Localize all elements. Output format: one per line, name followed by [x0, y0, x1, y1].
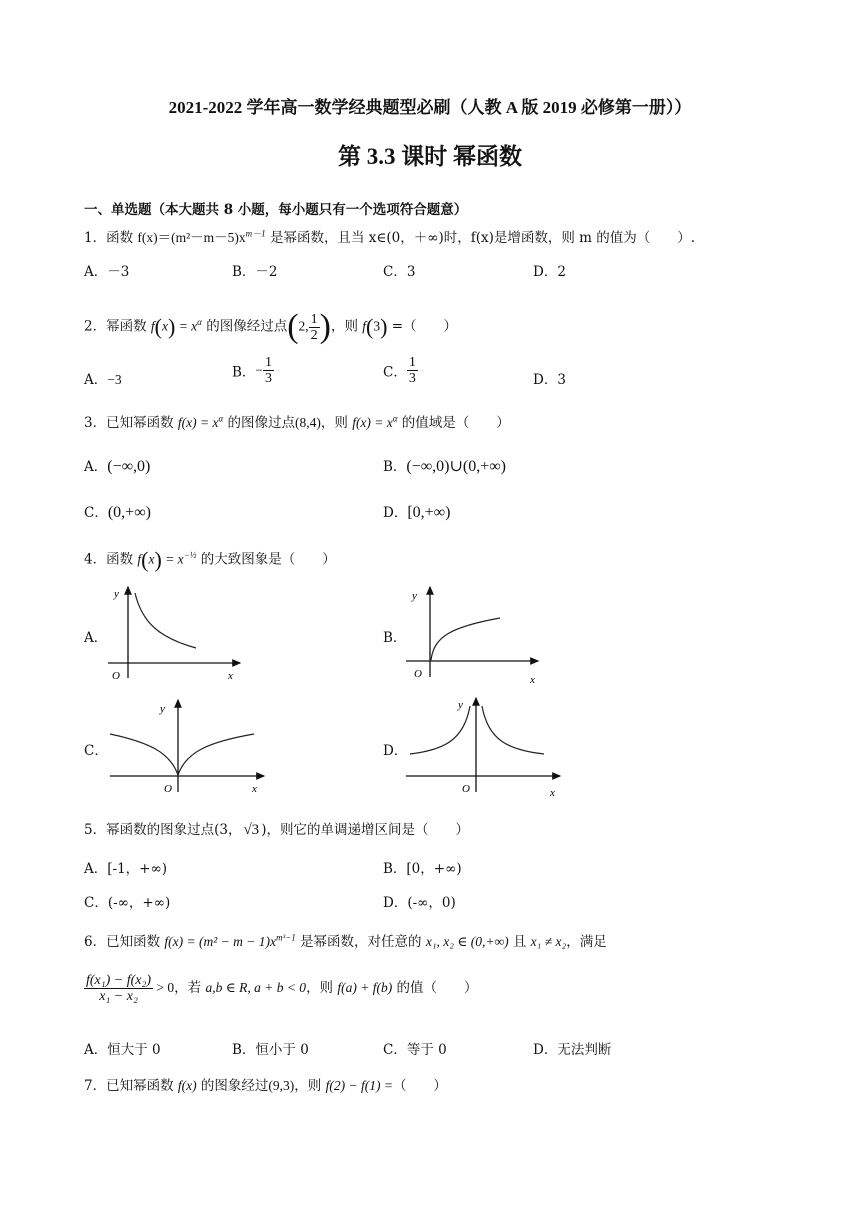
- q3-option-d: D．[0,+∞): [383, 504, 451, 521]
- q1-option-a: A．－3: [84, 264, 130, 280]
- question-3: 3．已知幂函数 $f(x) = x^\alpha$ 的图像过点(8,4)，则 $f(x) = x^\alpha$ 的值域是（ ）: [84, 413, 510, 431]
- q6-fraction: $\frac{\text{f(x₁) − f(x₂)}}{\text{x₁ − x₂}}$: [86, 973, 152, 1004]
- q4-option-c: C．: [84, 743, 108, 759]
- q6-vars: x₁, x₂ ∈ (0,+∞): [425, 934, 509, 949]
- q2-option-c-den: 3: [408, 371, 416, 386]
- q3-option-b: B．(−∞,0)∪(0,+∞): [383, 458, 506, 475]
- origin-label: O: [164, 783, 172, 795]
- q2-f: f: [150, 318, 155, 334]
- q2-point-x: 2,: [298, 318, 309, 334]
- q2-option-b-sign: −: [255, 362, 264, 378]
- q1-prefix: 1．函数: [84, 230, 138, 246]
- q1-exponent: m－1: [245, 228, 266, 239]
- q7-expression: f(2) − f(1) =: [325, 1078, 393, 1093]
- q6-option-c: C．等于 0: [383, 1042, 447, 1058]
- q2-point-num: 1: [310, 311, 318, 327]
- q4-option-d: D．: [383, 743, 408, 759]
- curve-left: [410, 706, 470, 754]
- curve: [110, 734, 254, 775]
- q4-option-b: B．: [383, 630, 407, 646]
- q2-text: 的图像经过点: [201, 318, 288, 335]
- q5-option-c: C．(-∞，+∞): [84, 895, 171, 911]
- q7-point: (9,3): [268, 1078, 295, 1093]
- q2-x: x: [161, 318, 168, 334]
- q2-option-b-den: 3: [265, 371, 273, 386]
- q1-text: 是幂函数，且当 x∈(0，＋∞)时，f(x)是增函数，则 m 的值为（ ）.: [265, 230, 696, 246]
- q5-sqrt3: √3: [243, 822, 260, 838]
- q3-option-d-value: [0,+∞): [407, 504, 451, 521]
- question-1: [84, 226, 695, 246]
- origin-label: O: [414, 668, 422, 680]
- x-label: x: [228, 670, 233, 682]
- q1-option-c: C．3: [383, 264, 416, 280]
- q2-point-fraction: [309, 312, 320, 343]
- q1-option-d: D．2: [533, 264, 566, 280]
- q3-point: (8,4): [295, 415, 321, 430]
- lesson-title: 第 3.3 课时 幂函数: [338, 144, 522, 169]
- x-label: x: [550, 787, 555, 799]
- q2-option-a: A．−3: [84, 372, 122, 388]
- curve: [431, 618, 500, 660]
- origin-label: O: [112, 670, 120, 682]
- q3-function: f(x) = x: [177, 415, 219, 430]
- q3-option-c-value: (0,+∞): [107, 504, 151, 521]
- q2-option-a-value: −3: [107, 372, 122, 387]
- curve: [135, 593, 196, 648]
- x-label: x: [252, 783, 257, 795]
- q2-point-den: 2: [310, 327, 318, 343]
- q5-option-b: B．[0，+∞): [383, 861, 462, 877]
- q4-exponent: −½: [183, 550, 197, 560]
- curve-right: [482, 706, 544, 754]
- question-6-condition: $\frac{\text{f(x₁) − f(x₂)}}{\text{x₁ − x₂}}$ > 0，若 a,b ∈ R, a + b < 0，则 f(a) + f(b) 的值（ ）: [86, 973, 478, 1004]
- q3-option-c: C．(0,+∞): [84, 504, 151, 521]
- origin-label: O: [462, 783, 470, 795]
- q3-option-a-value: (−∞,0): [107, 458, 151, 475]
- q2-exponent: α: [197, 317, 202, 327]
- question-6: 6．已知函数 $f(x) = (m^2 - m - 1)x^{m^3-1}$ 是幂函数，对任意的 x₁, x₂ ∈ (0,+∞) 且 x₁ ≠ x₂，满足: [84, 932, 607, 950]
- q2-text2: ，则: [330, 318, 363, 335]
- q4-graph-a: [108, 583, 248, 683]
- q3-option-a: A．(−∞,0): [84, 458, 151, 475]
- q5-option-a: A．[-1，+∞): [84, 861, 167, 877]
- q7-function: f(x): [177, 1078, 197, 1093]
- x-label: x: [530, 674, 535, 685]
- q2-prefix: 2．幂函数: [84, 318, 151, 335]
- q2-option-b-num: 1: [265, 355, 273, 370]
- y-label: y: [114, 588, 119, 600]
- q2-option-c: C． $\frac{1}{3}$: [383, 355, 416, 386]
- q2-option-b: B．− $\frac{1}{3}$: [232, 355, 273, 386]
- q6-condition: a,b ∈ R, a + b < 0: [205, 980, 307, 995]
- q1-option-b: B．－2: [232, 264, 278, 280]
- section-heading: 一、单选题（本大题共 8 小题，每小题只有一个选项符合题意）: [84, 202, 468, 218]
- question-5: 5．幂函数的图象过点(3， √3 )，则它的单调递增区间是（ ）: [84, 822, 469, 838]
- q6-function: f(x) = (m² − m − 1)x: [164, 934, 276, 949]
- q2-three: 3: [373, 318, 381, 334]
- y-label: y: [458, 699, 463, 711]
- q5-option-d: D．(-∞，0): [383, 895, 456, 911]
- document-title: 2021-2022 学年高一数学经典题型必刷（人教 A 版 2019 必修第一册））: [168, 98, 692, 117]
- q4-option-a: A．: [84, 630, 108, 646]
- q6-option-d: D．无法判断: [533, 1042, 612, 1058]
- q4-graph-b: [406, 585, 546, 685]
- q2-option-d: D．3: [533, 372, 566, 388]
- y-label: y: [412, 590, 417, 602]
- q4-graph-d: [404, 696, 564, 800]
- q6-option-a: A．恒大于 0: [84, 1042, 161, 1058]
- q2-f3: f: [362, 318, 367, 334]
- q4-graph-c: [108, 698, 268, 798]
- q1-function: f(x)＝(m²－m－5)x: [137, 230, 246, 245]
- q6-expression: f(a) + f(b): [337, 980, 393, 995]
- q2-option-c-num: 1: [408, 355, 416, 370]
- y-label: y: [160, 703, 165, 715]
- q2-eq: = x: [175, 318, 198, 334]
- q3-option-b-value: (−∞,0)∪(0,+∞): [406, 458, 506, 475]
- question-4: 4．函数 $f(x) = x^{-\frac{1}{2}}$ 的大致图象是（ ）: [84, 547, 336, 572]
- q2-tail: =（ ）: [387, 318, 458, 335]
- q6-option-b: B．恒小于 0: [232, 1042, 309, 1058]
- question-2: 2．幂函数 $f(x) = x^\alpha$ 的图像经过点(2, $\frac{1}{2}$ )，则 f(3) =（ ）: [84, 308, 458, 345]
- question-7: 7．已知幂函数 f(x) 的图象经过(9,3)，则 f(2) − f(1) =（ ）: [84, 1078, 447, 1094]
